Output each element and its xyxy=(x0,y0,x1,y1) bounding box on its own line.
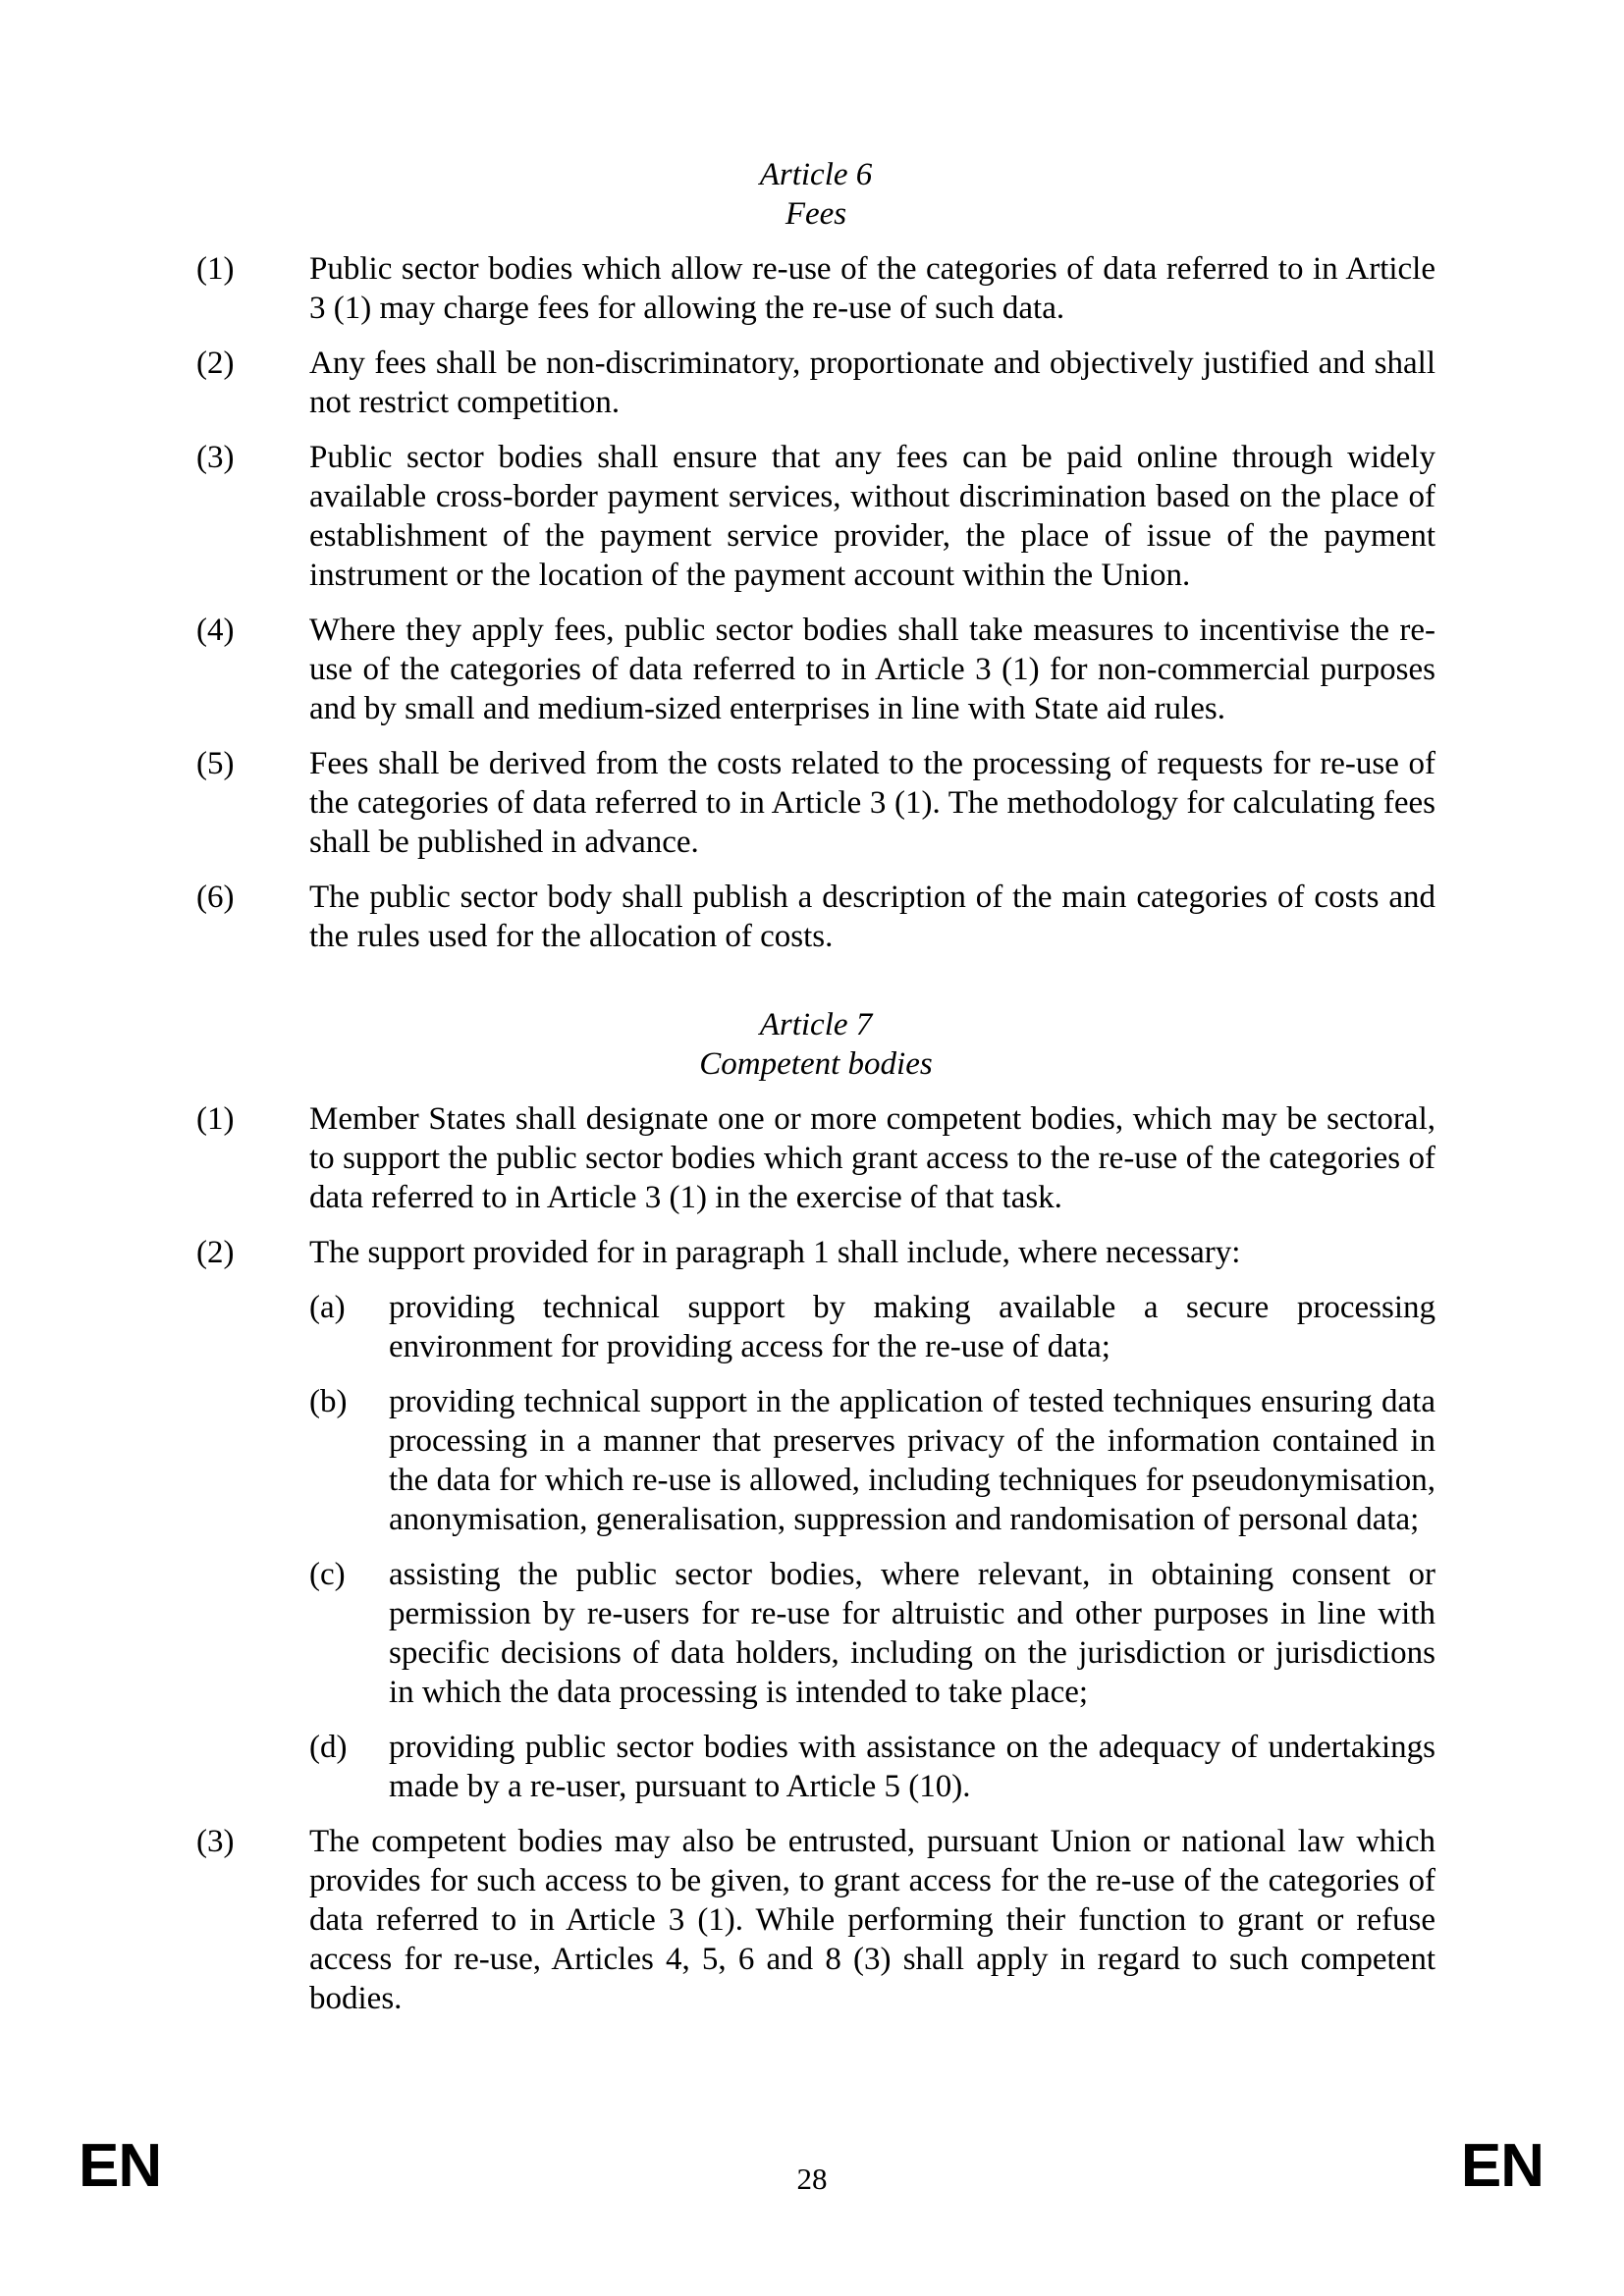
subitem-letter: (d) xyxy=(309,1730,348,1765)
paragraph xyxy=(196,1233,1435,1806)
subitem-letter: (b) xyxy=(309,1384,348,1419)
subitem xyxy=(309,1728,1435,1806)
paragraph-text: Where they apply fees, public sector bodies shall take measures to incentivise the re-use of the categories of data referred to in Article 3 (1) for non-commercial purposes and by small and medium-sized enterprises in line with State aid rules. xyxy=(309,613,1435,726)
document-content xyxy=(196,155,1435,2018)
paragraph-text: Fees shall be derived from the costs related to the processing of requests for re-use of the categories of data referred to in Article 3 (1). The methodology for calculating fees shall be published in advance. xyxy=(309,746,1435,860)
article-title: Article 6 xyxy=(759,157,873,192)
article-title: Article 7 xyxy=(759,1007,873,1042)
paragraph xyxy=(196,344,1435,422)
paragraph xyxy=(196,438,1435,595)
subitem-text: providing public sector bodies with assistance on the adequacy of undertakings made by a re-user, pursuant to Article 5 (10). xyxy=(389,1730,1435,1804)
subitem-text: assisting the public sector bodies, where relevant, in obtaining consent or permission by re-users for re-use for altruistic and other purposes in line with specific decisions of data holders, including on the jurisdiction or jurisdictions in which the data processing is intended to take place; xyxy=(389,1557,1435,1710)
subitem xyxy=(309,1288,1435,1366)
paragraph-number: (3) xyxy=(196,440,235,475)
article-6-section xyxy=(196,155,1435,956)
paragraph-text: Member States shall designate one or more competent bodies, which may be sectoral, to support the public sector bodies which grant access to the re-use of the categories of data referred to in Article 3 (1) in the exercise of that task. xyxy=(309,1101,1435,1215)
article-subtitle: Competent bodies xyxy=(699,1046,933,1082)
paragraph xyxy=(196,878,1435,956)
paragraph-number: (1) xyxy=(196,251,235,287)
paragraph-text: The competent bodies may also be entrusted, pursuant Union or national law which provides for such access to be given, to grant access for the re-use of the categories of data referred to in Article 3 (1). While performing their function to grant or refuse access for re-use, Articles 4, 5, 6 and 8 (3) shall apply in regard to such competent bodies. xyxy=(309,1824,1435,2016)
paragraph-number: (6) xyxy=(196,880,235,915)
paragraph xyxy=(196,611,1435,728)
paragraph-number: (3) xyxy=(196,1824,235,1859)
paragraph-text: The public sector body shall publish a description of the main categories of costs and the rules used for the allocation of costs. xyxy=(309,880,1435,954)
paragraph xyxy=(196,1099,1435,1217)
paragraph-number: (1) xyxy=(196,1101,235,1137)
subitem-text: providing technical support in the application of tested techniques ensuring data processing in a manner that preserves privacy of the information contained in the data for which re-use is allowed, including techniques for pseudonymisation, anonymisation, generalisation, suppression and randomisation of personal data; xyxy=(389,1384,1435,1537)
subitem xyxy=(309,1555,1435,1712)
footer-language-left: EN xyxy=(79,2132,162,2200)
subitem-letter: (a) xyxy=(309,1290,346,1325)
article-subtitle: Fees xyxy=(785,196,847,232)
paragraph-text: Public sector bodies shall ensure that any fees can be paid online through widely available cross-border payment services, without discrimination based on the place of establishment of the payment service provider, the place of issue of the payment instrument or the location of the payment account within the Union. xyxy=(309,440,1435,593)
subitem-letter: (c) xyxy=(309,1557,346,1592)
paragraph-number: (2) xyxy=(196,346,235,381)
paragraph xyxy=(196,744,1435,862)
footer-language-right: EN xyxy=(1460,2132,1543,2200)
page-number: 28 xyxy=(796,2162,828,2196)
subitem xyxy=(309,1382,1435,1539)
subitem-text: providing technical support by making available a secure processing environment for providing access for the re-use of data; xyxy=(389,1290,1435,1364)
paragraph-text: The support provided for in paragraph 1 shall include, where necessary: xyxy=(309,1235,1241,1270)
article-7-section xyxy=(196,1005,1435,2018)
paragraph xyxy=(196,1822,1435,2018)
paragraph-number: (2) xyxy=(196,1235,235,1270)
paragraph xyxy=(196,249,1435,328)
paragraph-text: Public sector bodies which allow re-use of the categories of data referred to in Article 3 (1) may charge fees for allowing the re-use of such data. xyxy=(309,251,1435,326)
paragraph-number: (4) xyxy=(196,613,235,648)
paragraph-text: Any fees shall be non-discriminatory, proportionate and objectively justified and shall not restrict competition. xyxy=(309,346,1435,420)
paragraph-number: (5) xyxy=(196,746,235,781)
